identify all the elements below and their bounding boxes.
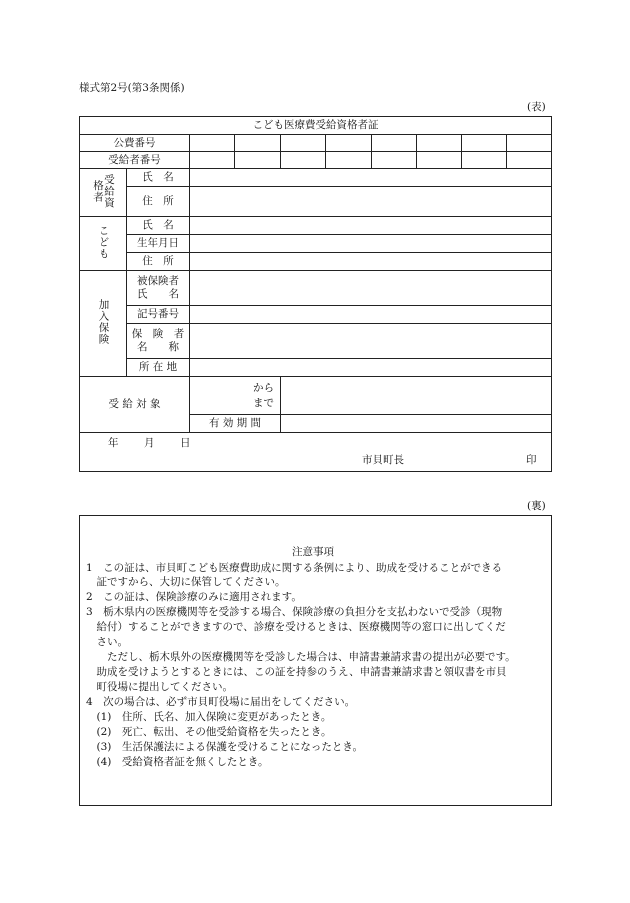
note-line: (3) 生活保護法による保護を受けることになったとき。	[86, 741, 363, 753]
eligible-address-field[interactable]	[190, 187, 552, 217]
insured-name-label	[127, 271, 190, 306]
public-number-cell[interactable]	[417, 135, 462, 152]
recipient-number-label: 受給者番号	[80, 152, 190, 169]
recipient-number-cell[interactable]	[326, 152, 372, 169]
eligible-address-label: 住 所	[127, 187, 190, 217]
insurer-name-label	[127, 324, 190, 359]
note-line: 助成を受けようとするときには、この証を持参のうえ、申請書兼請求書と領収書を市貝	[86, 666, 507, 678]
note-line: (2) 死亡、転出、その他受給資格を失ったとき。	[86, 726, 332, 738]
issue-day-label: 日	[180, 437, 191, 449]
notes-title: 注意事項	[292, 546, 334, 558]
recipient-number-cell[interactable]	[235, 152, 281, 169]
public-number-cell[interactable]	[281, 135, 326, 152]
form-number: 様式第2号(第3条関係)	[79, 82, 185, 94]
note-line: ただし、栃木県外の医療機関等を受診した場合は、申請書兼請求書の提出が必要です。	[86, 651, 516, 663]
eligible-name-label: 氏 名	[127, 169, 190, 187]
child-birthdate-field[interactable]	[190, 235, 552, 253]
insured-label-line2: 氏 名	[137, 288, 179, 300]
front-label: (表)	[527, 101, 546, 113]
to-label: まで	[253, 396, 274, 409]
public-number-cell[interactable]	[235, 135, 281, 152]
insurer-name-field[interactable]	[190, 324, 552, 359]
public-number-cell[interactable]	[372, 135, 417, 152]
note-line: 2 この証は、保険診療のみに適用されます。	[86, 591, 302, 603]
insurer-location-label: 所 在 地	[127, 359, 190, 377]
benefit-target-label: 受 給 対 象	[80, 377, 190, 433]
seal-label: 印	[526, 454, 537, 466]
recipient-number-cell[interactable]	[281, 152, 326, 169]
note-line: 4 次の場合は、必ず市貝町役場に届出をしてください。	[86, 696, 356, 708]
validity-period-field[interactable]	[281, 415, 552, 433]
recipient-number-cell[interactable]	[417, 152, 462, 169]
back-label: (裏)	[527, 500, 546, 512]
eligible-group-label: 受給資格者	[80, 169, 127, 217]
note-line: さい。	[86, 636, 128, 648]
certificate-table	[79, 116, 552, 472]
note-line: (4) 受給資格者証を無くしたとき。	[86, 756, 269, 768]
validity-from-to	[190, 377, 281, 415]
child-group-label: こども	[80, 217, 127, 271]
insurer-location-field[interactable]	[190, 359, 552, 377]
insurer-label-line1: 保 険 者	[131, 328, 185, 340]
public-number-cell[interactable]	[507, 135, 552, 152]
note-line: 町役場に提出してください。	[86, 681, 233, 693]
insurance-group-label: 加入保険	[80, 271, 127, 377]
public-number-label: 公費番号	[80, 135, 190, 152]
child-birthdate-label: 生年月日	[127, 235, 190, 253]
child-name-field[interactable]	[190, 217, 552, 235]
symbol-number-label: 記号番号	[127, 306, 190, 324]
issue-year-label: 年	[108, 437, 119, 449]
note-line: 1 この証は、市貝町こども医療費助成に関する条例により、助成を受けることができる	[86, 562, 503, 574]
issue-month-label: 月	[144, 437, 155, 449]
public-number-cell[interactable]	[462, 135, 507, 152]
insurer-label-line2: 名 称	[137, 341, 179, 353]
note-line: 証ですから、大切に保管してください。	[86, 576, 286, 588]
eligible-name-field[interactable]	[190, 169, 552, 187]
child-address-label: 住 所	[127, 253, 190, 271]
note-line: 3 栃木県内の医療機関等を受診する場合、保険診療の負担分を支払わないで受診（現物	[86, 606, 503, 618]
recipient-number-cell[interactable]	[462, 152, 507, 169]
validity-period-label: 有 効 期 間	[190, 415, 281, 433]
from-label: から	[253, 381, 274, 394]
child-name-label: 氏 名	[127, 217, 190, 235]
public-number-cell[interactable]	[326, 135, 372, 152]
insured-label-line1: 被保険者	[137, 275, 179, 287]
notes-box	[79, 515, 552, 806]
benefit-target-field[interactable]	[281, 377, 552, 415]
note-line: 給付）することができますので、診療を受けるときは、医療機関等の窓口に出してくだ	[86, 621, 506, 633]
recipient-number-cell[interactable]	[190, 152, 235, 169]
issue-block	[80, 433, 552, 472]
symbol-number-field[interactable]	[190, 306, 552, 324]
note-line: (1) 住所、氏名、加入保険に変更があったとき。	[86, 711, 332, 723]
recipient-number-cell[interactable]	[507, 152, 552, 169]
mayor-label: 市貝町長	[362, 454, 404, 466]
public-number-cell[interactable]	[190, 135, 235, 152]
insured-name-field[interactable]	[190, 271, 552, 306]
recipient-number-cell[interactable]	[372, 152, 417, 169]
card-title: こども医療費受給資格者証	[80, 117, 552, 135]
child-address-field[interactable]	[190, 253, 552, 271]
